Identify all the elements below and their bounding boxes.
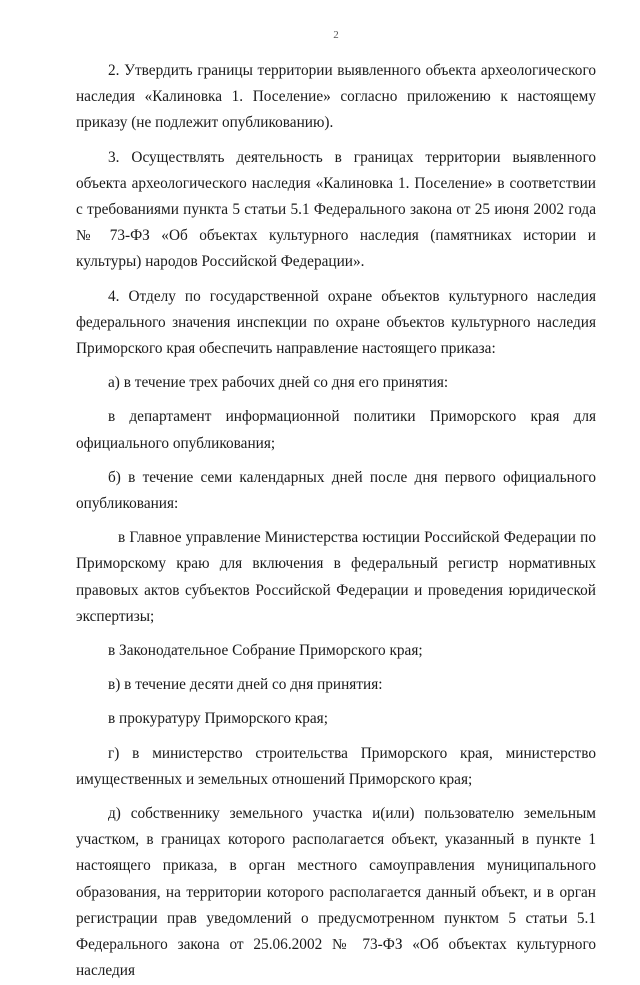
paragraph-recipient-justice-ministry: в Главное управление Министерства юстиции Российской Федерации по Приморскому краю для включения в федеральный регистр нормативных правовых актов субъектов Российской Федерации и проведения юридической экспертизы; <box>76 529 596 625</box>
page-number: 2 <box>333 29 339 41</box>
paragraph-item-4: 4. Отделу по государственной охране объектов культурного наследия федерального значения инспекции по охране объектов культурного наследия Приморского края обеспечить направление настоящего приказа: <box>76 287 596 358</box>
paragraph-item-2: 2. Утвердить границы территории выявленного объекта археологического наследия «Калиновка 1. Поселение» согласно приложению к настоящему приказу (не подлежит опубликованию). <box>76 62 596 132</box>
paragraph-subitem-g: г) в министерство строительства Приморского края, министерство имущественных и земельных отношений Приморского края; <box>76 744 596 788</box>
paragraph-subitem-b: б) в течение семи календарных дней после дня первого официального опубликования: <box>76 468 596 513</box>
paragraph-recipient-legislative-assembly: в Законодательное Собрание Приморского края; <box>108 642 423 660</box>
paragraph-subitem-v: в) в течение десяти дней со дня принятия: <box>108 676 383 694</box>
paragraph-subitem-a: а) в течение трех рабочих дней со дня его принятия: <box>108 374 449 392</box>
paragraph-recipient-prosecutor: в прокуратуру Приморского края; <box>108 710 328 728</box>
paragraph-item-3: 3. Осуществлять деятельность в границах территории выявленного объекта археологического наследия «Калиновка 1. Поселение» в соответствии с требованиями пункта 5 статьи 5.1 Федерального закона от 25 июня 2002 года № 73-ФЗ «Об объектах культурного наследия (памятниках истории и культуры) народов Российской Федерации». <box>76 148 596 271</box>
paragraph-subitem-d: д) собственнику земельного участка и(или) пользователю земельным участком, в границах которого располагается объект, указанный в пункте 1 настоящего приказа, в орган местного самоуправления муниципального образования, на территории которого располагается данный объект, и в орган регистрации прав уведомлений о предусмотренном пунктом 5 статьи 5.1 Федерального закона от 25.06.2002 № 73-ФЗ «Об объектах культурного наследия <box>76 805 596 980</box>
paragraph-recipient-info-policy: в департамент информационной политики Приморского края для официального опубликования; <box>76 408 596 452</box>
